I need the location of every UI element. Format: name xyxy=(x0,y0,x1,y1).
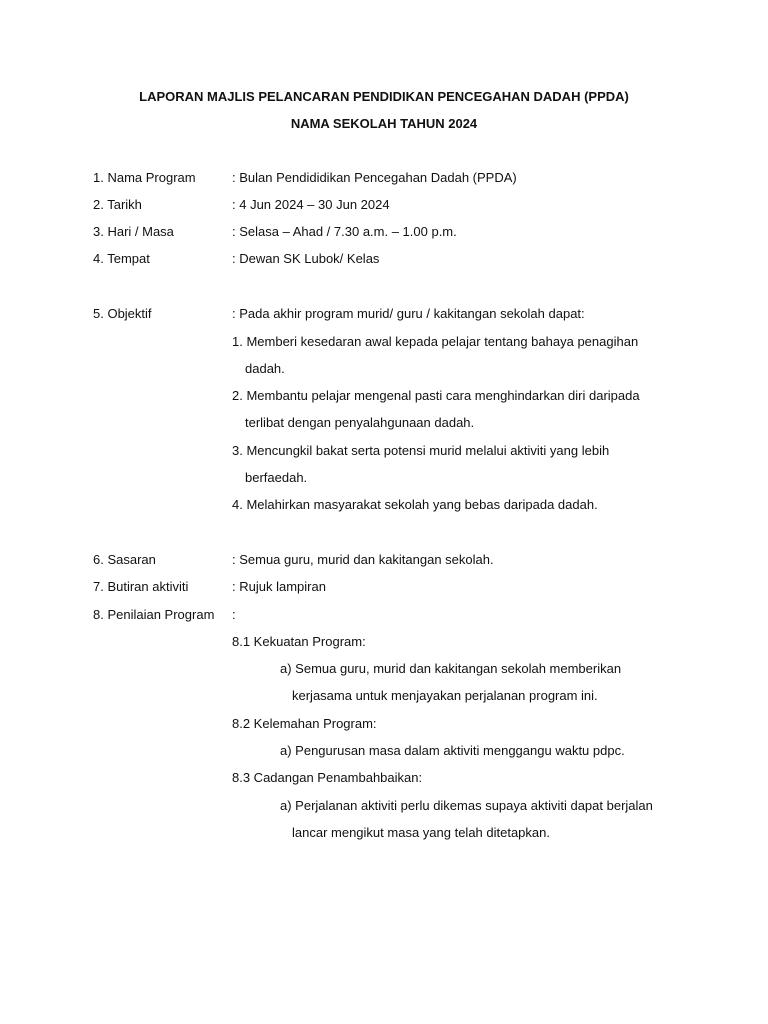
objektif-point: 3. Mencungkil bakat serta potensi murid melalui aktiviti yang lebih xyxy=(232,443,610,458)
objektif-point: 4. Melahirkan masyarakat sekolah yang bebas daripada dadah. xyxy=(232,497,598,512)
kekuatan-point-continuation: kerjasama untuk menjayakan perjalanan program ini. xyxy=(292,688,598,703)
kekuatan-point: a) Semua guru, murid dan kakitangan sekolah memberikan xyxy=(280,661,622,676)
objektif-point-continuation: terlibat dengan penyalahgunaan dadah. xyxy=(245,415,475,430)
nama-program-value: : Bulan Pendididikan Pencegahan Dadah (PPDA) xyxy=(232,170,517,185)
tempat-label: 4. Tempat xyxy=(93,251,150,266)
objektif-point: 2. Membantu pelajar mengenal pasti cara menghindarkan diri daripada xyxy=(232,388,640,403)
tarikh-label: 2. Tarikh xyxy=(93,197,142,212)
tarikh-value: : 4 Jun 2024 – 30 Jun 2024 xyxy=(232,197,390,212)
objektif-point-continuation: dadah. xyxy=(245,361,285,376)
tempat-value: : Dewan SK Lubok/ Kelas xyxy=(232,251,380,266)
document-subtitle: NAMA SEKOLAH TAHUN 2024 xyxy=(290,116,478,131)
penilaian-label: 8. Penilaian Program xyxy=(93,607,215,622)
butiran-value: : Rujuk lampiran xyxy=(232,579,326,594)
cadangan-point-continuation: lancar mengikut masa yang telah ditetapkan. xyxy=(292,825,550,840)
butiran-label: 7. Butiran aktiviti xyxy=(93,579,189,594)
objektif-point-continuation: berfaedah. xyxy=(245,470,308,485)
nama-program-label: 1. Nama Program xyxy=(93,170,196,185)
document-title: LAPORAN MAJLIS PELANCARAN PENDIDIKAN PENCEGAHAN DADAH (PPDA) xyxy=(139,89,629,104)
objektif-point: 1. Memberi kesedaran awal kepada pelajar tentang bahaya penagihan xyxy=(232,334,639,349)
sasaran-label: 6. Sasaran xyxy=(93,552,156,567)
sasaran-value: : Semua guru, murid dan kakitangan sekolah. xyxy=(232,552,494,567)
penilaian-value: : xyxy=(232,607,236,622)
hari-masa-value: : Selasa – Ahad / 7.30 a.m. – 1.00 p.m. xyxy=(232,224,457,239)
hari-masa-label: 3. Hari / Masa xyxy=(93,224,174,239)
cadangan-heading: 8.3 Cadangan Penambahbaikan: xyxy=(232,770,423,785)
kekuatan-heading: 8.1 Kekuatan Program: xyxy=(232,634,366,649)
objektif-label: 5. Objektif xyxy=(93,306,152,321)
kelemahan-point: a) Pengurusan masa dalam aktiviti menggangu waktu pdpc. xyxy=(280,743,625,758)
cadangan-point: a) Perjalanan aktiviti perlu dikemas supaya aktiviti dapat berjalan xyxy=(280,798,653,813)
kelemahan-heading: 8.2 Kelemahan Program: xyxy=(232,716,377,731)
objektif-value: : Pada akhir program murid/ guru / kakitangan sekolah dapat: xyxy=(232,306,585,321)
